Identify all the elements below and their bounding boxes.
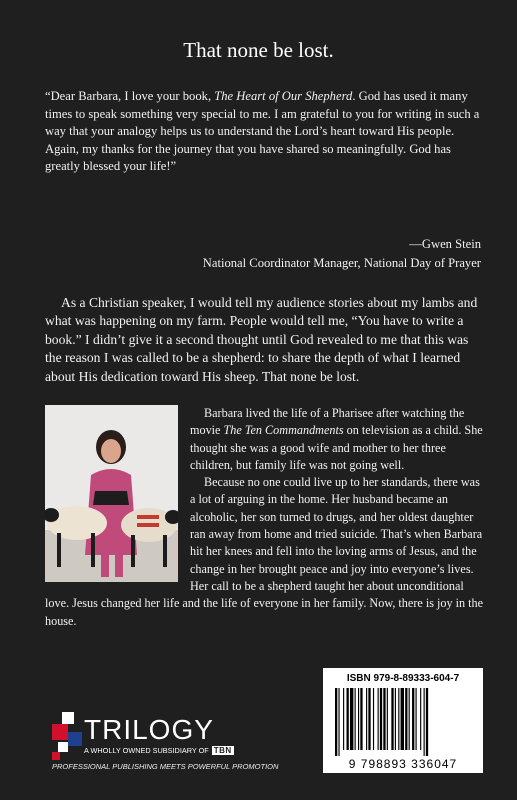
- publisher-subsidiary-line: A WHOLLY OWNED SUBSIDIARY OF TBN: [84, 746, 232, 755]
- quote-text-end: . God has used it many times to speak something very special to me. I am grateful to you for writing in such a way that your analogy helps us to understand the Lord’s heart toward His people. Again, my thanks for the journey that you have shared so meaningfully. God has greatly blessed your life!”: [45, 89, 480, 174]
- quote-text-start: “Dear Barbara, I love your book,: [45, 89, 215, 103]
- endorsement-author: —Gwen Stein: [409, 237, 481, 251]
- isbn-label: ISBN 979-8-89333-604-7: [346, 673, 460, 684]
- publisher-name: TRILOGY: [84, 714, 214, 745]
- back-cover-title: That none be lost.: [183, 38, 334, 62]
- bio-paragraph-2: Because no one could live up to her standards, there was a lot of arguing in the home. Her husband became an alcoholic, her son turned to drugs, and her oldest daughter ran away from home and tried suicide. That’s when Barbara hit her knees and fell into the loving arms of Jesus, and the change in her brought peace and joy into everyone’s lives. Her call to be a shepherd taught her about unconditional love. Jesus changed her life and the life of everyone in her family. Now, there is joy in the house.: [45, 475, 484, 628]
- endorsement-author-role: National Coordinator Manager, National Day of Prayer: [202, 256, 481, 270]
- barcode-number: 9 798893 336047: [348, 757, 458, 771]
- endorsement-quote: [45, 88, 485, 176]
- trilogy-logo-icon: [52, 712, 86, 766]
- barcode-icon: [333, 688, 473, 756]
- intro-paragraph: As a Christian speaker, I would tell my audience stories about my lambs and what was happening on my farm. People would tell me, “You have to write a book.” I didn’t give it a second thought until God revealed to me that this was the reason I was called to be a shepherd: to share the depth of what I learned about His dedication toward His sheep. That none be lost.: [45, 295, 478, 384]
- publisher-tagline: PROFESSIONAL PUBLISHING MEETS POWERFUL PROMOTION: [52, 762, 279, 771]
- bio-paragraph-1: Barbara lived the life of a Pharisee after watching the movie The Ten Commandments on television as a child. She thought she was a good wife and mother to her three children, but family life was not going well.: [190, 406, 483, 472]
- tbn-logo: TBN: [213, 746, 232, 755]
- quoted-book-title: The Heart of Our Shepherd: [214, 89, 353, 103]
- author-bio: [45, 405, 485, 630]
- isbn-barcode-box: [323, 668, 483, 773]
- movie-title: The Ten Commandments: [223, 423, 344, 438]
